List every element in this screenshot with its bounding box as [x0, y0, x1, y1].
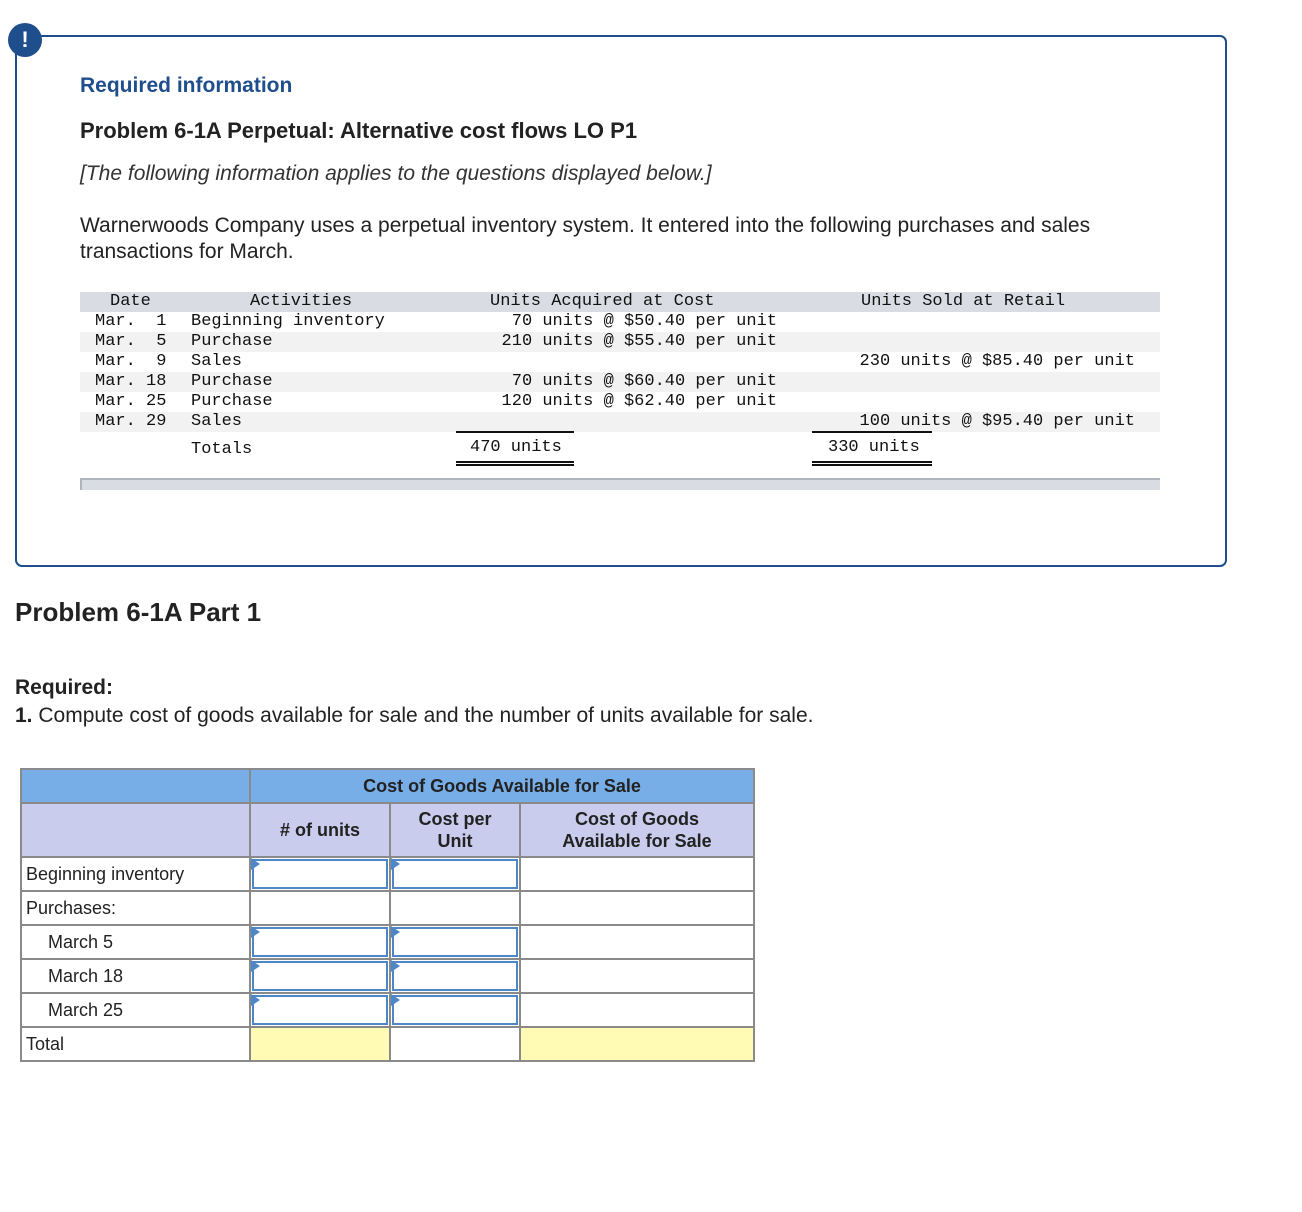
total-cogs-cell — [520, 1027, 754, 1061]
col-cogs-line1: Cost of Goods — [575, 809, 699, 829]
transaction-row — [80, 392, 1160, 412]
row-activity: Beginning inventory — [191, 312, 385, 331]
col-cost-line1: Cost per — [418, 809, 492, 829]
row-activity: Sales — [191, 352, 243, 371]
row-label-beginning: Beginning inventory — [21, 857, 250, 891]
row-acquired: 210 units @ $55.40 per unit — [501, 332, 777, 351]
col-cogs-line2: Available for Sale — [562, 831, 712, 851]
totals-acquired: 470 units — [470, 438, 562, 457]
intro-paragraph: Warnerwoods Company uses a perpetual inventory system. It entered into the following purchases and sales transactions for March. — [80, 214, 1091, 263]
header-date: Date — [110, 292, 151, 311]
march5-units-input[interactable] — [252, 927, 388, 957]
transaction-row — [80, 332, 1160, 352]
row-label-march5: March 5 — [21, 925, 250, 959]
horizontal-scrollbar[interactable] — [80, 478, 1160, 490]
alert-icon: ! — [8, 23, 42, 57]
beginning-units-input[interactable] — [252, 859, 388, 889]
band-title: Cost of Goods Available for Sale — [250, 769, 754, 803]
row-activity: Purchase — [191, 332, 273, 351]
row-date: Mar. 29 — [95, 412, 167, 431]
row-activity: Sales — [191, 412, 243, 431]
total-units-cell — [250, 1027, 390, 1061]
transactions-table — [80, 292, 1160, 462]
row-date: Mar. 18 — [95, 372, 167, 391]
row-label-march18: March 18 — [21, 959, 250, 993]
applies-note: [The following information applies to the questions displayed below.] — [80, 162, 712, 185]
acquired-underline — [456, 431, 574, 433]
acquired-double-underline — [456, 461, 574, 466]
input-marker-icon — [391, 926, 400, 938]
march5-row — [21, 925, 754, 959]
question-number: 1. — [15, 704, 33, 727]
header-activities: Activities — [250, 292, 353, 311]
question-body: Compute cost of goods available for sale and the number of units available for sale. — [32, 704, 814, 727]
problem-title: Problem 6-1A Perpetual: Alternative cost flows LO P1 — [80, 118, 638, 143]
totals-label: Totals — [191, 440, 253, 459]
part-title: Problem 6-1A Part 1 — [15, 597, 262, 627]
input-marker-icon — [251, 858, 260, 870]
required-label: Required: — [15, 676, 114, 699]
cogs-cell — [520, 925, 754, 959]
required-info-heading: Required information — [80, 74, 293, 97]
transaction-row — [80, 372, 1160, 392]
input-marker-icon — [391, 994, 400, 1006]
march18-cost-input[interactable] — [392, 961, 518, 991]
row-label-purchases: Purchases: — [21, 891, 250, 925]
march18-units-input[interactable] — [252, 961, 388, 991]
input-marker-icon — [391, 858, 400, 870]
units-cell[interactable] — [250, 857, 390, 891]
cogs-cell — [520, 959, 754, 993]
row-sold: 100 units @ $95.40 per unit — [859, 412, 1135, 431]
header-acquired: Units Acquired at Cost — [490, 292, 715, 311]
cogs-available-table — [20, 768, 755, 1062]
march18-row — [21, 959, 754, 993]
input-marker-icon — [251, 994, 260, 1006]
input-marker-icon — [391, 960, 400, 972]
beginning-cost-input[interactable] — [392, 859, 518, 889]
cost-cell[interactable] — [390, 857, 520, 891]
input-marker-icon — [251, 926, 260, 938]
transaction-row — [80, 312, 1160, 332]
march25-cost-input[interactable] — [392, 995, 518, 1025]
purchases-row — [21, 891, 754, 925]
cogs-cell — [520, 857, 754, 891]
march25-units-input[interactable] — [252, 995, 388, 1025]
row-date: Mar. 1 — [95, 312, 167, 331]
col-cost-line2: Unit — [437, 831, 473, 851]
input-marker-icon — [251, 960, 260, 972]
question-text — [15, 704, 813, 728]
row-activity: Purchase — [191, 372, 273, 391]
cogs-cell — [520, 993, 754, 1027]
transaction-row — [80, 352, 1160, 372]
beginning-row — [21, 857, 754, 891]
march25-row — [21, 993, 754, 1027]
col-cost-header — [390, 803, 520, 857]
row-label-march25: March 25 — [21, 993, 250, 1027]
row-label-total: Total — [21, 1027, 250, 1061]
header-sold: Units Sold at Retail — [861, 292, 1066, 311]
transaction-row — [80, 412, 1160, 432]
total-cost-cell — [390, 1027, 520, 1061]
col-units-header: # of units — [250, 803, 390, 857]
total-row — [21, 1027, 754, 1061]
row-sold: 230 units @ $85.40 per unit — [859, 352, 1135, 371]
row-date: Mar. 5 — [95, 332, 167, 351]
row-date: Mar. 25 — [95, 392, 167, 411]
row-acquired: 70 units @ $50.40 per unit — [511, 312, 777, 331]
totals-sold: 330 units — [828, 438, 920, 457]
row-acquired: 120 units @ $62.40 per unit — [501, 392, 777, 411]
transactions-header-row — [80, 292, 1160, 312]
sold-double-underline — [812, 461, 932, 466]
row-activity: Purchase — [191, 392, 273, 411]
col-cogs-header — [520, 803, 754, 857]
sold-underline — [812, 431, 932, 433]
totals-row — [80, 434, 1160, 462]
march5-cost-input[interactable] — [392, 927, 518, 957]
row-acquired: 70 units @ $60.40 per unit — [511, 372, 777, 391]
row-date: Mar. 9 — [95, 352, 167, 371]
